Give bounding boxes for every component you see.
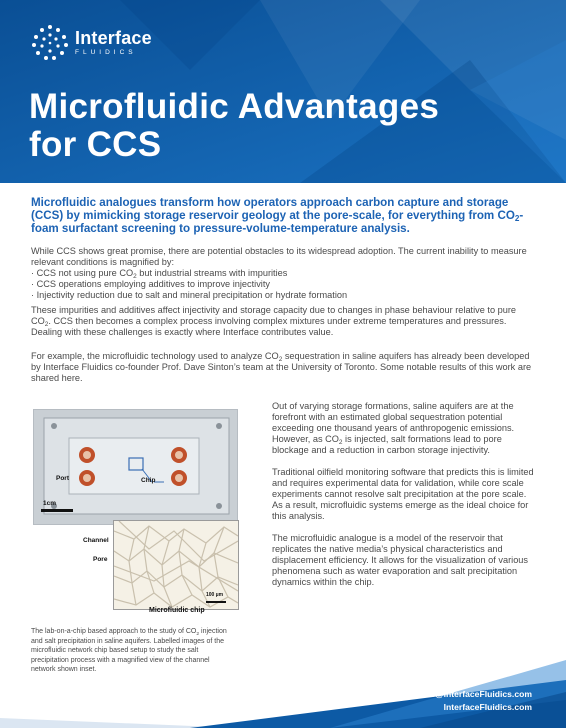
brand-logo	[31, 24, 152, 62]
figure-title: Microfluidic chip	[149, 607, 205, 614]
analogue-paragraph: The microfluidic analogue is a model of the reservoir that replicates the native media’s physical characteristics and displacement efficiency. It allows for the visualization of various phenomena such as water evaporation and salt precipitation dynamics within the chip.	[272, 533, 529, 587]
title-line-2: for CCS	[29, 125, 162, 164]
impurities-paragraph: These impurities and additives affect injectivity and storage capacity due to changes in phase behaviour relative to pure $CO_2$. CCS then becomes a complex process involving complex mixtures under extreme temperatures and pressures. Dealing with these challenges is exactly where Interface contributes value.	[31, 305, 517, 337]
scale-label-1cm: 1cm	[43, 500, 57, 507]
logo-dots-icon	[31, 24, 69, 62]
chip-label: Chip	[141, 477, 156, 484]
pore-label: Pore	[93, 556, 108, 563]
contact-block	[420, 688, 532, 714]
example-paragraph: For example, the microfluidic technology used to analyze $CO_2$ sequestration in saline aquifers has already been developed by Interface Fluidics co-founder Prof. Dave Sinton’s team at the University of Toronto. Some notable results of this work are shared here.	[31, 351, 532, 383]
hero-banner	[0, 0, 566, 183]
list-item: · CCS not using pure $CO_2$ but industrial streams with impurities	[31, 268, 288, 280]
saline-aquifers-paragraph: Out of varying storage formations, saline aquifers are at the forefront with an estimated global sequestration potential exceeding one thousand years of anthropogenic emissions. However, as $CO_2$ is injected, salt formations lead to pore blockage and a reduction in carbon storage injectivity.	[272, 401, 515, 455]
chip-photo-drawing	[34, 410, 237, 524]
list-item: · CCS operations employing additives to improve injectivity	[31, 279, 270, 289]
port-label: Port	[56, 475, 69, 482]
email-link[interactable]: Info@InterfaceFluidics.com	[419, 689, 532, 699]
right-column	[272, 401, 534, 599]
footer-band	[0, 640, 566, 728]
lead-paragraph: Microfluidic analogues transform how operators approach carbon capture and storage (CCS) by mimicking storage reservoir geology at the pore-scale, for everything from $CO_2$-foam surfactant screening to pressure-volume-temperature analysis.	[31, 196, 524, 235]
website-link[interactable]: InterfaceFluidics.com	[443, 702, 532, 712]
channel-label: Channel	[83, 537, 109, 544]
title-line-1: Microfluidic Advantages	[29, 87, 440, 126]
microfluidic-chip-figure	[33, 409, 238, 614]
brand-tagline: FLUIDICS	[75, 49, 137, 57]
scale-label-100um: 100 µm	[206, 592, 224, 598]
figure-caption: The lab-on-a-chip based approach to the study of $CO_2$ injection and salt precipitation in saline aquifers. Labelled images of the microfluidic network chip based setup to study the salt precipitation process with a magnified view of the channel network shown inset.	[31, 628, 227, 673]
channel-network-inset	[113, 520, 239, 610]
list-item: · Injectivity reduction due to salt and mineral precipitation or hydrate formation	[31, 290, 348, 300]
monitoring-paragraph: Traditional oilfield monitoring software that predicts this is limited and requires experimental data for validation, while core scale experiments cannot resolve salt precipitation at the pore scale. As a result, microfluidic systems emerge as the ideal choice for this analysis.	[272, 467, 534, 521]
obstacles-paragraph: While CCS shows great promise, there are potential obstacles to its widespread adoption. The current inability to measure relevant conditions is magnified by: · CCS not using pure $CO_2$ but industrial streams with impurities · CCS operations employing additives to improve injectivity · Injectivity reduction due to salt and mineral precipitation or hydrate formation	[31, 246, 537, 301]
brand-name: Interface	[75, 28, 152, 49]
page-title	[29, 88, 439, 164]
chip-photo	[33, 409, 238, 525]
